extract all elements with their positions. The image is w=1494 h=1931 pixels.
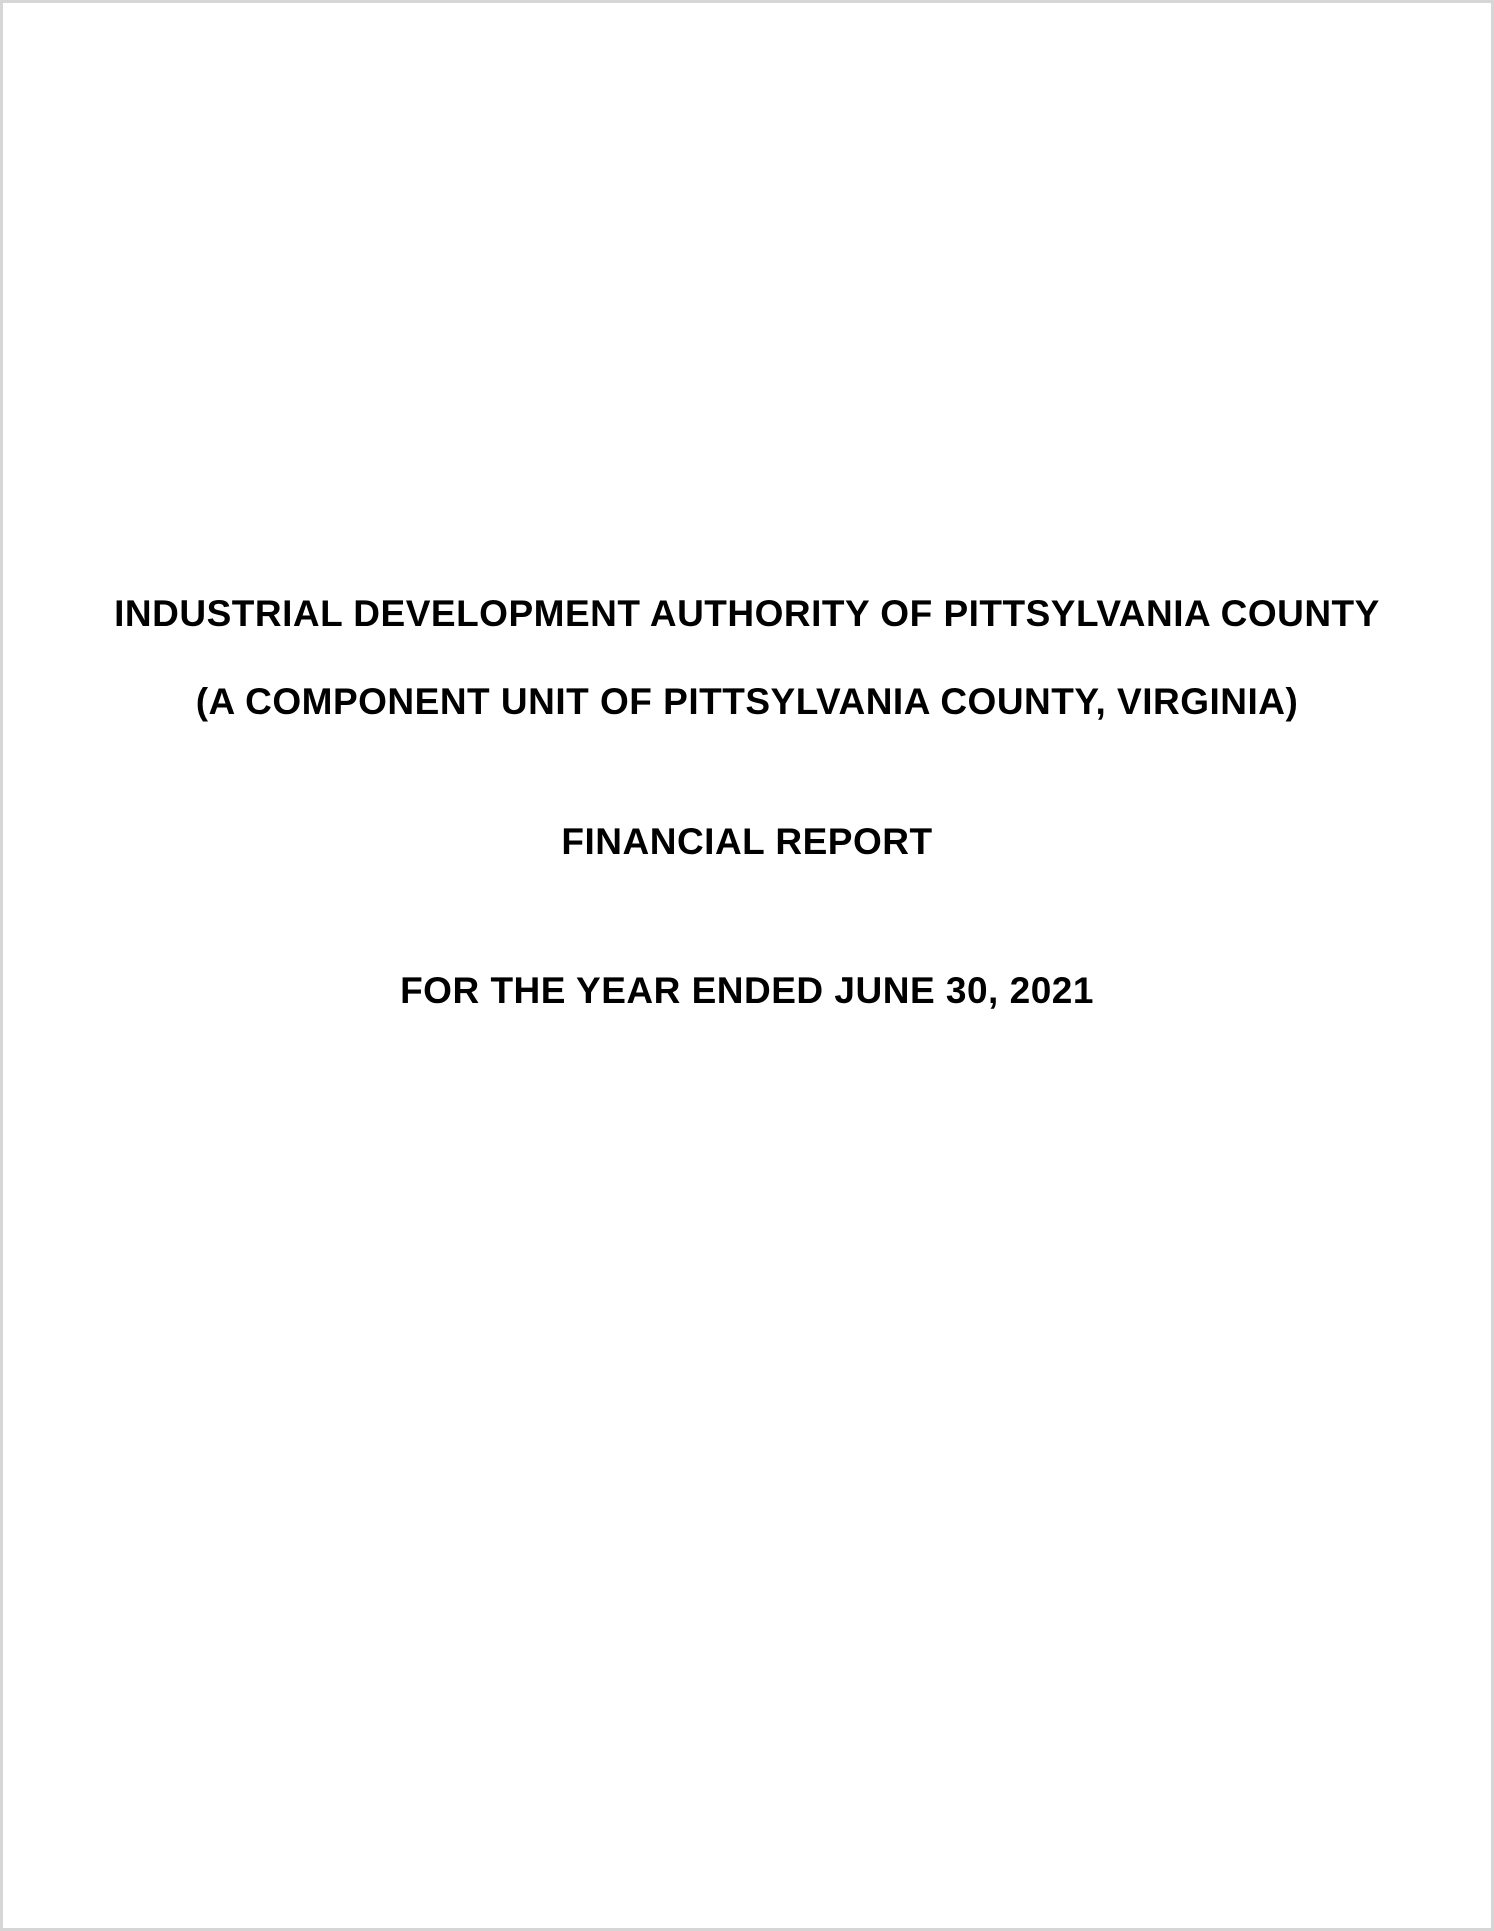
report-title-organization: INDUSTRIAL DEVELOPMENT AUTHORITY OF PITTSYLVANIA COUNTY — [114, 593, 1380, 634]
report-period-heading: FOR THE YEAR ENDED JUNE 30, 2021 — [400, 970, 1094, 1011]
report-type-heading: FINANCIAL REPORT — [561, 821, 933, 862]
report-title-component-unit: (A COMPONENT UNIT OF PITTSYLVANIA COUNTY, VIRGINIA) — [195, 681, 1299, 722]
